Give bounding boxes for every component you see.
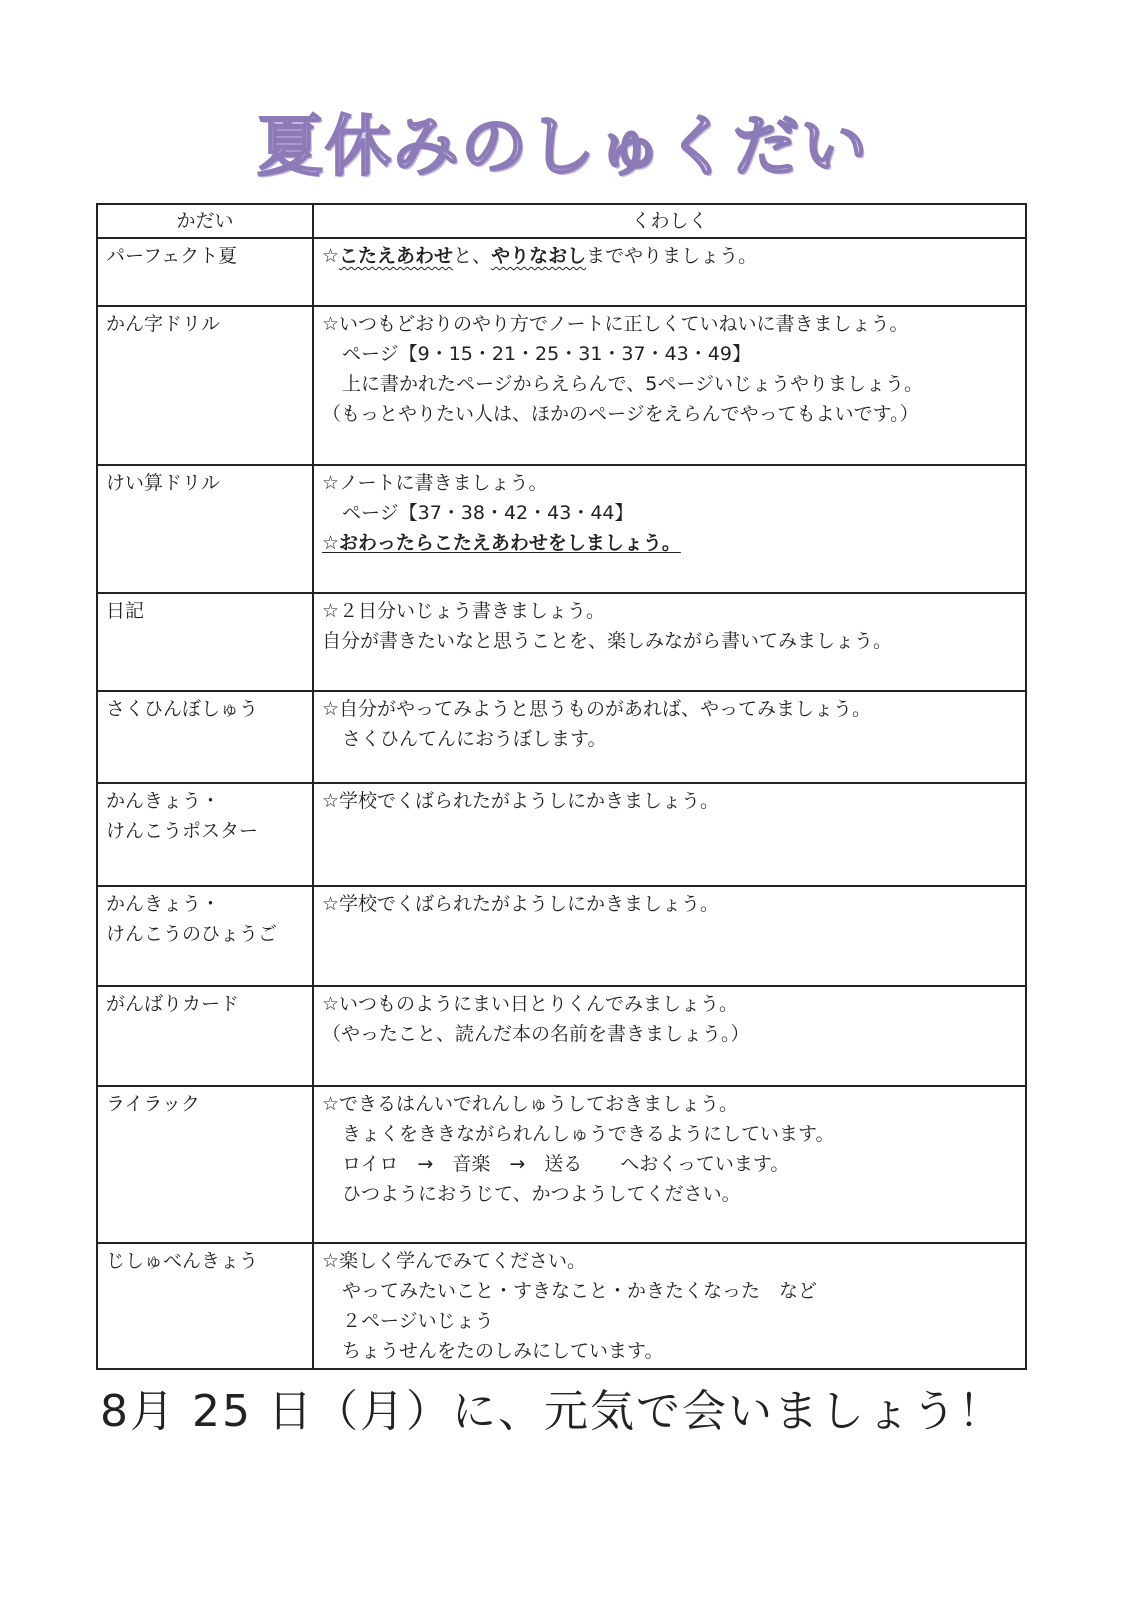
table-row	[97, 465, 1026, 593]
details-cell	[313, 691, 1026, 783]
details-cell	[313, 986, 1026, 1086]
task-name: けんこうポスター	[106, 820, 259, 842]
details-line: ページ【9・15・21・25・31・37・43・49】	[342, 343, 751, 365]
column-header-details: くわしく	[313, 204, 1026, 238]
details-cell	[313, 306, 1026, 465]
task-cell	[97, 465, 313, 593]
details-cell	[313, 1243, 1026, 1369]
details-line: ひつようにおうじて、かつようしてください。	[342, 1183, 741, 1205]
details-cell	[313, 238, 1026, 306]
star-mark: ☆	[322, 245, 340, 267]
details-line: （やったこと、読んだ本の名前を書きましょう。）	[322, 1023, 750, 1045]
task-cell	[97, 593, 313, 691]
task-name: かんきょう・	[106, 790, 221, 812]
table-row	[97, 1243, 1026, 1369]
task-cell	[97, 238, 313, 306]
task-cell	[97, 886, 313, 986]
table-row	[97, 238, 1026, 306]
table-row	[97, 691, 1026, 783]
task-name: けい算ドリル	[106, 472, 221, 494]
details-line: ２ページいじょう	[342, 1310, 494, 1332]
details-line: ☆学校でくばられたがようしにかきましょう。	[322, 790, 720, 812]
task-name: 日記	[106, 600, 145, 622]
task-name: さくひんぼしゅう	[106, 698, 259, 720]
details-cell	[313, 1086, 1026, 1243]
details-line: ロイロ → 音楽 → 送る へおくっています。	[342, 1153, 790, 1175]
details-line: ☆できるはんいでれんしゅうしておきましょう。	[322, 1093, 739, 1115]
task-name: がんばりカード	[106, 993, 240, 1015]
details-line: 上に書かれたページからえらんで、5ページいじょうやりましょう。	[342, 373, 923, 395]
details-line	[322, 528, 1017, 558]
table-row	[97, 886, 1026, 986]
details-cell	[313, 886, 1026, 986]
details-line: ☆ノートに書きましょう。	[322, 472, 548, 494]
table-row	[97, 306, 1026, 465]
task-name: じしゅべんきょう	[106, 1250, 259, 1272]
details-line: やってみたいこと・すきなこと・かきたくなった など	[342, 1280, 818, 1302]
task-name: ライラック	[106, 1093, 201, 1115]
details-cell	[313, 783, 1026, 886]
details-text: と、	[453, 245, 492, 267]
task-name: かんきょう・	[106, 893, 221, 915]
details-line: ☆いつもどおりのやり方でノートに正しくていねいに書きましょう。	[322, 313, 909, 335]
task-name: けんこうのひょうご	[106, 923, 278, 945]
table-header-row	[97, 204, 1026, 238]
task-cell	[97, 306, 313, 465]
emphasis-text: こたえあわせ	[339, 245, 454, 267]
homework-table	[96, 203, 1027, 1370]
details-line: ☆いつものようにまい日とりくんでみましょう。	[322, 993, 739, 1015]
details-line: ☆２日分いじょう書きましょう。	[322, 600, 606, 622]
details-line: ☆学校でくばられたがようしにかきましょう。	[322, 893, 720, 915]
task-cell	[97, 691, 313, 783]
details-line: ☆自分がやってみようと思うものがあれば、やってみましょう。	[322, 698, 872, 720]
table-row	[97, 1086, 1026, 1243]
column-header-task: かだい	[97, 204, 313, 238]
task-name: パーフェクト夏	[106, 245, 238, 267]
details-line: （もっとやりたい人は、ほかのページをえらんでやってもよいです。）	[322, 403, 919, 425]
details-cell	[313, 465, 1026, 593]
closing-message: 8月 25 日（月）に、元気で会いましょう！	[100, 1386, 1004, 1437]
page-title: 夏休みのしゅくだい	[257, 108, 869, 185]
details-text: までやりましょう。	[586, 245, 758, 267]
table-row	[97, 593, 1026, 691]
task-cell	[97, 1243, 313, 1369]
table-row	[97, 986, 1026, 1086]
details-cell	[313, 593, 1026, 691]
details-line: きょくをききながられんしゅうできるようにしています。	[342, 1123, 835, 1145]
task-name: かん字ドリル	[106, 313, 221, 335]
details-line: ページ【37・38・42・43・44】	[342, 502, 634, 524]
task-cell	[97, 1086, 313, 1243]
details-line: 自分が書きたいなと思うことを、楽しみながら書いてみましょう。	[322, 630, 893, 652]
task-cell	[97, 986, 313, 1086]
details-line: ちょうせんをたのしみにしています。	[342, 1340, 664, 1362]
task-cell	[97, 783, 313, 886]
emphasis-text: ☆おわったらこたえあわせをしましょう。	[322, 532, 681, 554]
details-line: さくひんてんにおうぼします。	[342, 728, 607, 750]
details-line	[322, 241, 1017, 271]
table-row	[97, 783, 1026, 886]
emphasis-text: やりなおし	[491, 245, 587, 267]
details-line: ☆楽しく学んでみてください。	[322, 1250, 587, 1272]
